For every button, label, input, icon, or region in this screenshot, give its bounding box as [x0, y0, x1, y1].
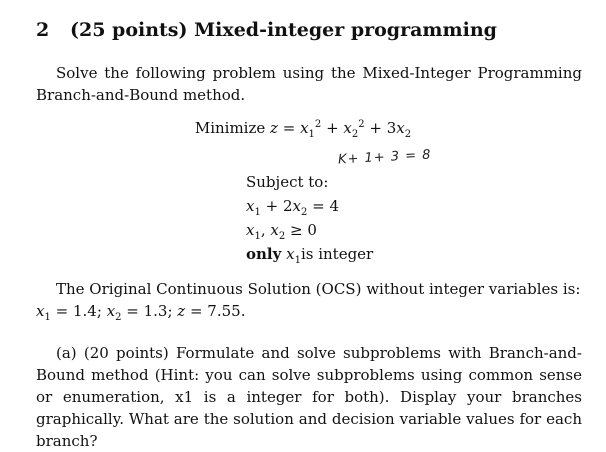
problem-number: 2 [36, 19, 50, 41]
ocs-z: 7.55 [207, 302, 241, 320]
integer-constraint: only $x_1is$ integer [246, 245, 374, 266]
subject-to-label: Subject to: [246, 173, 329, 191]
part-a-text: Formulate and solve subproblems with Branch-and-Bound method (Hint: you can solve subproblems using common sense or enumeration, x1 is a integer for both). Display your branches graphically. What are the solution and decision variable values for each branch? [36, 344, 582, 450]
handwritten-note: K+ 1+ 3 = 8 [337, 147, 432, 168]
ocs-x2: 1.3 [143, 302, 168, 320]
problem-heading [36, 19, 497, 41]
intro-paragraph: Solve the following problem using the Mixed-Integer Programming Branch-and-Bound method. [36, 64, 582, 104]
constraint-nonnegativity: $x_1$, $x_2 \ge 0$ [246, 221, 317, 242]
problem-title: (25 points) Mixed-integer programming [70, 19, 497, 41]
objective-line [0, 119, 606, 140]
constraint-equality: $x_1 + 2x_2 = 4$ [246, 197, 340, 218]
objective-prefix: Minimize [194, 119, 266, 137]
integer-note: is integer [300, 245, 374, 263]
part-a-points: (20 points) [83, 344, 169, 362]
only-word: only [246, 245, 282, 263]
ocs-x1: 1.4 [72, 302, 97, 320]
part-a-label: (a) [56, 344, 77, 362]
objective-expression: $z = x_1^2 + x_2^2 + 3x_2$ [270, 119, 412, 140]
constraints-block [246, 170, 373, 266]
ocs-text: The Original Continuous Solution (OCS) without integer variables is: [56, 280, 581, 298]
ocs-values-line: $x_1 = 1.4$; $x_2 = 1.3$; z = 7.55. [36, 302, 246, 323]
ocs-paragraph [36, 278, 582, 300]
